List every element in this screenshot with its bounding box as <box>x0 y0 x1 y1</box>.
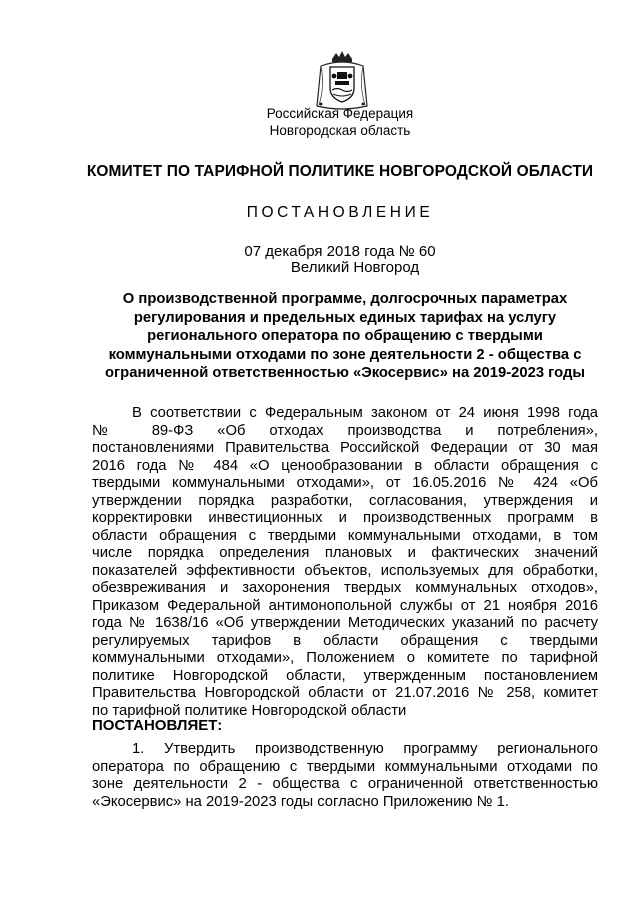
paragraph-line: Приказом Федеральной антимонопольной службы от 21 ноября 2016 <box>92 597 598 614</box>
paragraph-line: коммунальными отходами», Положением о комитете по тарифной <box>92 650 598 666</box>
paragraph-line: зоне деятельности 2 - общества с ограниченной ответственностью <box>92 776 598 792</box>
document-title <box>92 290 598 383</box>
paragraph-line: постановлениями Правительства Российской Федерации от 30 мая <box>92 440 598 456</box>
paragraph-line: по тарифной политике Новгородской области <box>92 702 407 719</box>
document-date-number: 07 декабря 2018 года № 60 <box>244 243 436 260</box>
paragraph-line: года № 1638/16 «Об утверждении Методических указаний по расчету <box>92 615 598 631</box>
paragraph-line: «Экосервис» на 2019-2023 годы согласно Приложению № 1. <box>92 793 509 810</box>
paragraph-line: области обращения с твердыми коммунальными отходами, в том <box>92 527 598 544</box>
title-line: коммунальными отходами по зоне деятельности 2 - общества с <box>108 346 582 363</box>
paragraph-line: В соответствии с Федеральным законом от 24 июня 1998 года <box>132 405 598 421</box>
paragraph-line: 1. Утвердить производственную программу регионального <box>132 741 598 757</box>
title-line: регионального оператора по обращению с твердыми <box>147 328 543 344</box>
preamble-paragraph <box>92 405 598 720</box>
paragraph-line: показателей эффективности объектов, используемых для обработки, <box>92 562 598 579</box>
paragraph-line: № 89-ФЗ «Об отходах производства и потребления», <box>92 422 598 439</box>
paragraph-line: Правительства Новгородской области от 21.07.2016 № 258, комитет <box>92 685 598 701</box>
document-city: Великий Новгород <box>290 259 420 276</box>
paragraph-line: твердыми коммунальными отходами», от 16.05.2016 № 424 «Об <box>92 475 598 491</box>
paragraph-line: политике Новгородской области, утвержденным постановлением <box>92 667 598 684</box>
title-line: регулирования и предельных единых тарифах на услугу <box>133 309 557 326</box>
paragraph-line: утверждении порядка разработки, согласования, утверждения и <box>92 492 598 509</box>
resolve-heading: ПОСТАНОВЛЯЕТ: <box>92 717 223 734</box>
paragraph-line: 2016 года № 484 «О ценообразовании в области обращения с <box>92 457 598 474</box>
document-type: ПОСТАНОВЛЕНИЕ <box>246 204 434 221</box>
clause-1-paragraph <box>92 741 598 811</box>
region-label: Новгородская область <box>269 123 411 138</box>
title-line: О производственной программе, долгосрочных параметрах <box>122 291 568 307</box>
novgorod-coat-of-arms-icon <box>313 50 371 112</box>
paragraph-line: корректировки инвестиционных и производственных программ в <box>92 510 598 526</box>
paragraph-line: оператора по обращению с твердыми коммунальными отходами по <box>92 758 598 775</box>
title-line: ограниченной ответственностью «Экосервис» на 2019-2023 годы <box>104 365 586 381</box>
paragraph-line: обезвреживания и захоронения твердых коммунальных отходов», <box>92 580 598 596</box>
paragraph-line: числе порядка определения плановых и фактических значений <box>92 545 598 561</box>
country-label: Российская Федерация <box>266 106 414 121</box>
committee-heading: КОМИТЕТ ПО ТАРИФНОЙ ПОЛИТИКЕ НОВГОРОДСКОЙ ОБЛАСТИ <box>86 163 594 180</box>
paragraph-line: регулируемых тарифов в области обращения с твердыми <box>92 632 598 649</box>
